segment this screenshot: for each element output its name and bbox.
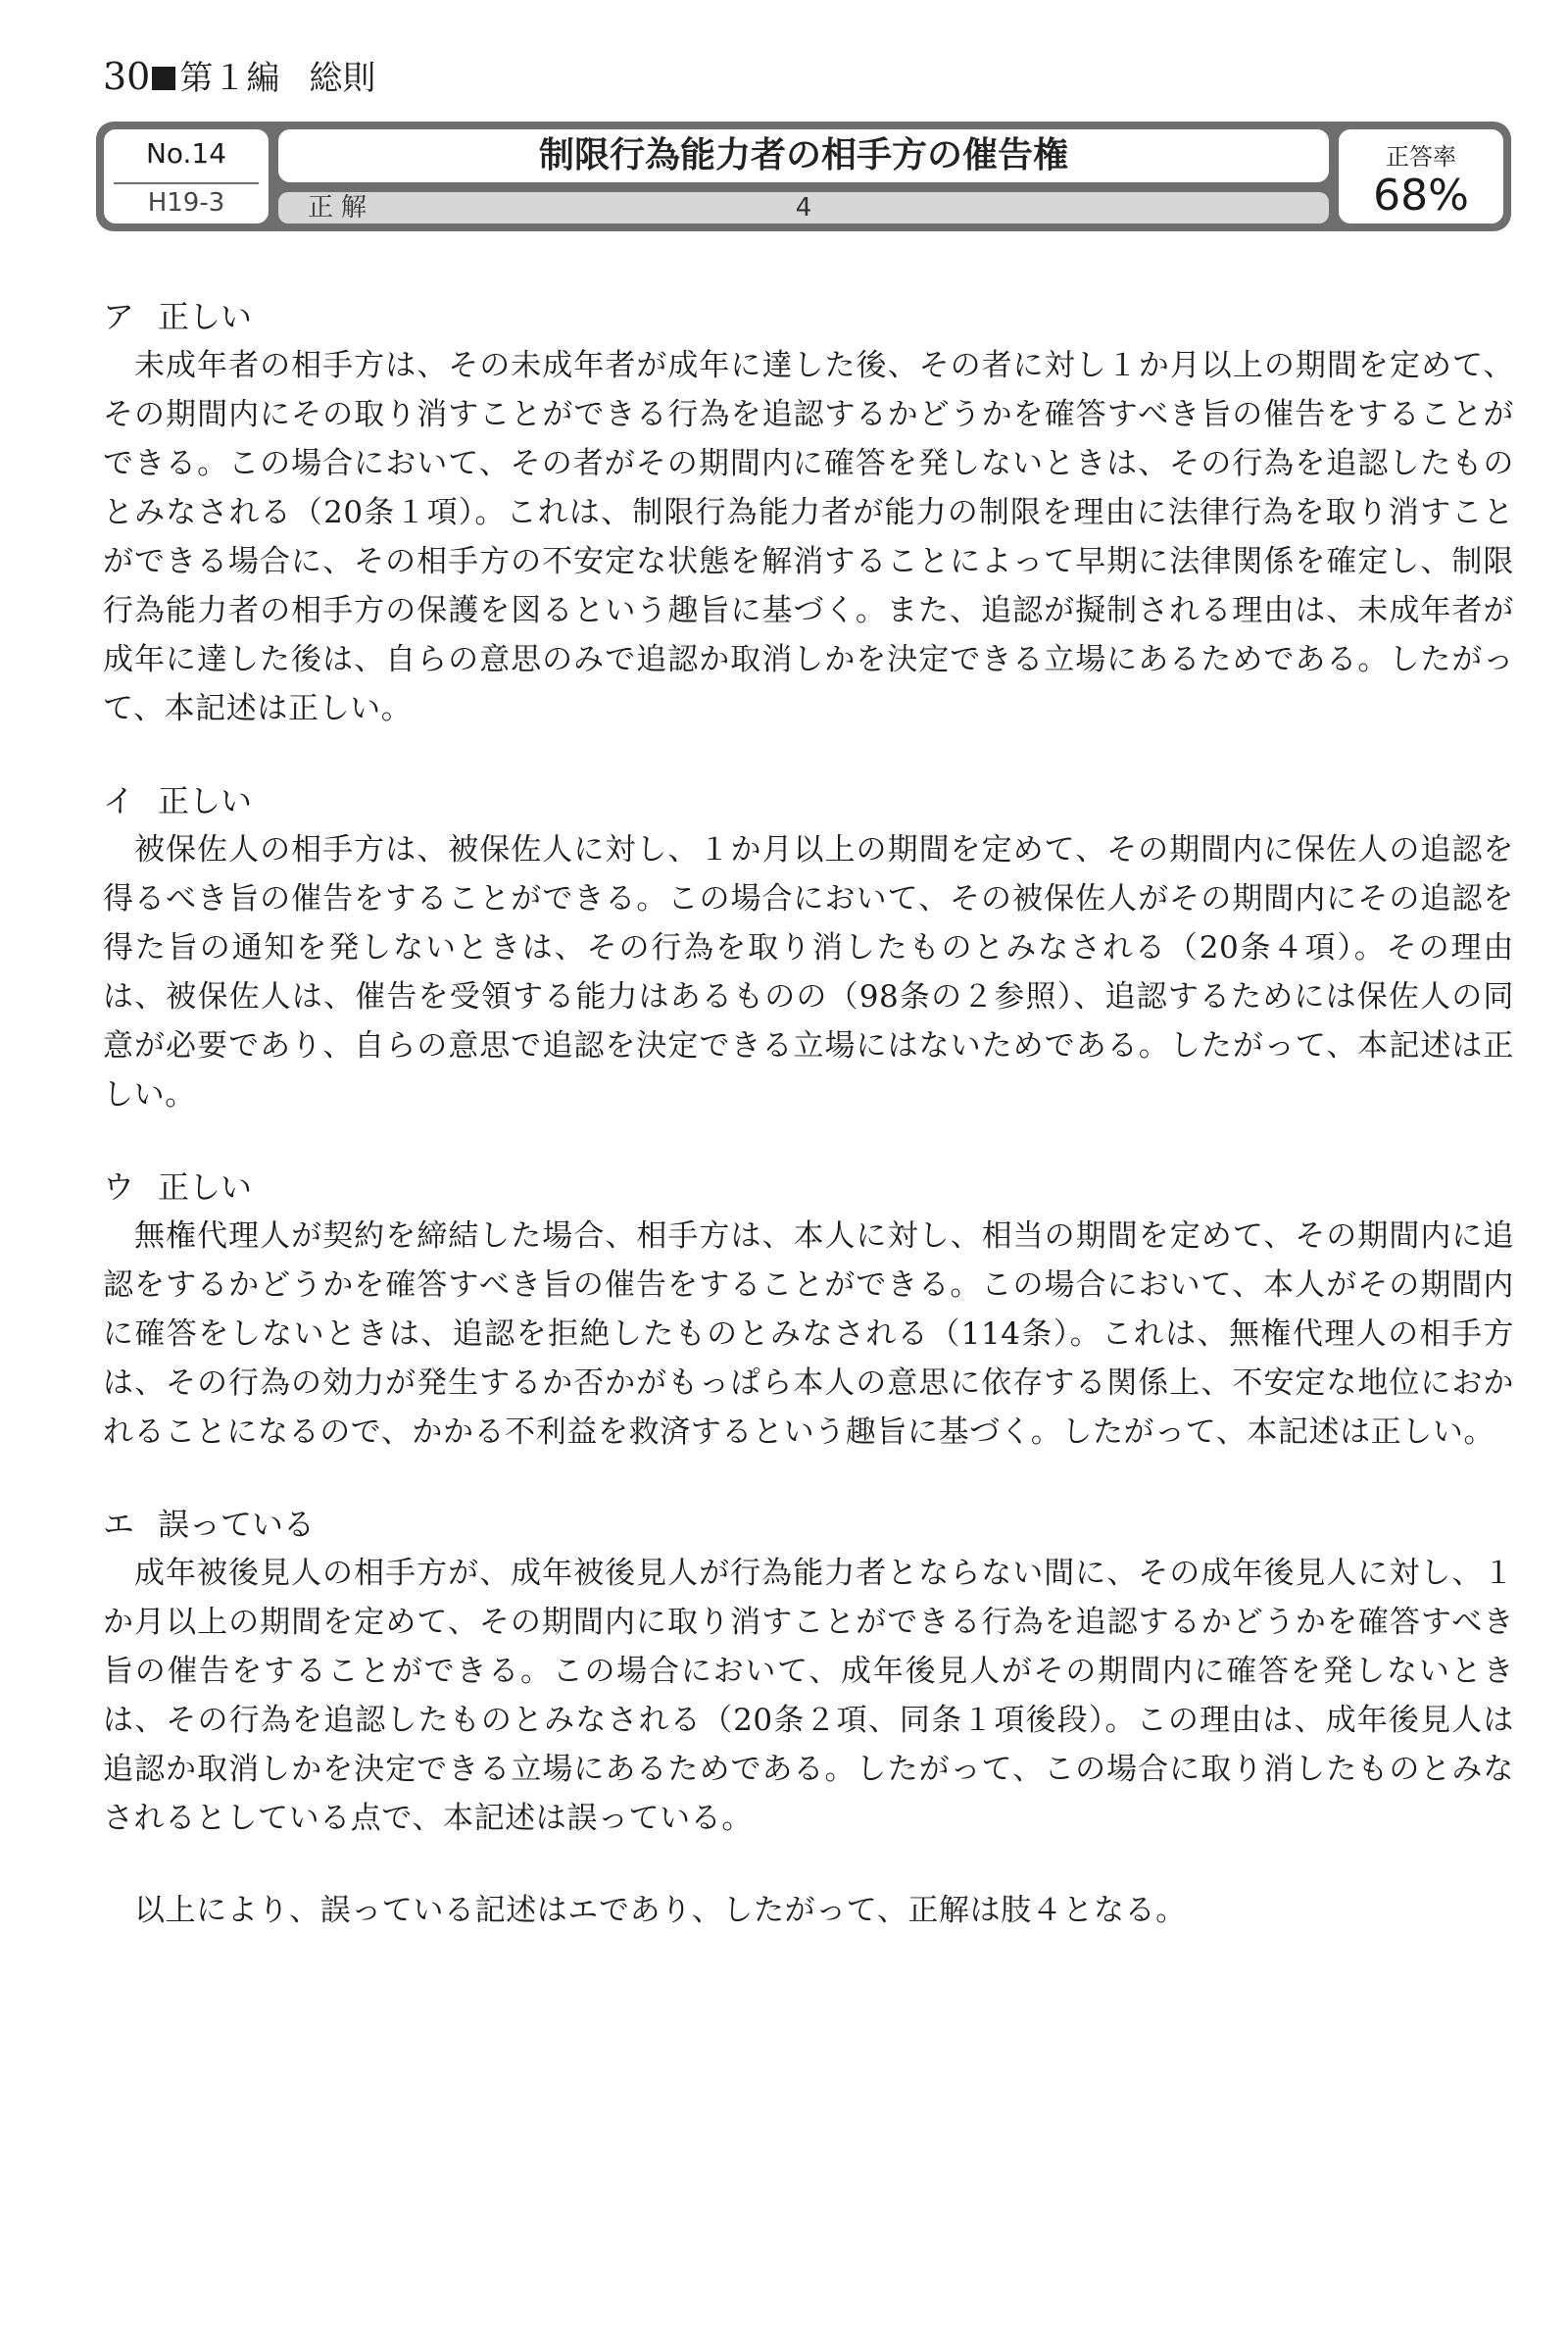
answer-value: 4	[795, 193, 812, 223]
conclusion: 以上により、誤っている記述はエであり、したがって、正解は肢４となる。	[134, 1893, 1187, 1928]
question-title: 制限行為能力者の相手方の催告権	[278, 129, 1329, 182]
section-a	[103, 292, 1514, 733]
section-heading	[103, 292, 1514, 341]
section-e	[103, 1500, 1514, 1843]
section-verdict: 正しい	[158, 298, 253, 335]
rate-label: 正答率	[1386, 143, 1456, 171]
section-text: 無権代理人が契約を締結した場合、相手方は、本人に対し、相当の期間を定めて、その期間内に追認をするかどうかを確答すべき旨の催告をすることができる。この場合において、本人がその期間内に確答をしないときは、追認を拒絶したものとみなされる（114条）。これは、無権代理人の相手方は、その行為の効力が発生するか否かがもっぱら本人の意思に依存する関係上、不安定な地位におかれることになるので、かかる不利益を救済するという趣旨に基づく。したがって、本記述は正しい。	[103, 1218, 1514, 1450]
question-id-box	[104, 129, 269, 223]
section-mark: ア	[103, 298, 135, 335]
answer-bar	[278, 192, 1329, 223]
square-bullet-icon	[152, 67, 175, 90]
section-mark: ウ	[103, 1168, 135, 1206]
section-text: 成年被後見人の相手方が、成年被後見人が行為能力者とならない間に、その成年後見人に対し、１か月以上の期間を定めて、その期間内に取り消すことができる行為を追認するかどうかを確答すべき旨の催告をすることができる。この場合において、成年後見人がその期間内に確答を発しないときは、その行為を追認したものとみなされる（20条２項、同条１項後段）。この理由は、成年後見人は追認か取消しかを決定できる立場にあるためである。したがって、この場合に取り消したものとみなされるとしている点で、本記述は誤っている。	[103, 1556, 1514, 1836]
section-heading	[103, 1163, 1514, 1212]
section-i	[103, 776, 1514, 1119]
section-text: 被保佐人の相手方は、被保佐人に対し、１か月以上の期間を定めて、その期間内に保佐人の追認を得るべき旨の催告をすることができる。この場合において、その被保佐人がその期間内にその追認を得た旨の通知を発しないときは、その行為を取り消したものとみなされる（20条４項）。その理由は、被保佐人は、催告を受領する能力はあるものの（98条の２参照）、追認するためには保佐人の同意が必要であり、自らの意思で追認を決定できる立場にはないためである。したがって、本記述は正しい。	[103, 832, 1514, 1113]
section-mark: エ	[103, 1506, 135, 1543]
divider	[114, 182, 259, 184]
answer-label: 正解	[308, 193, 375, 223]
question-code: H19-3	[147, 188, 225, 218]
page-number: 30	[103, 55, 151, 98]
correct-rate-box	[1339, 129, 1503, 223]
part-title: 総則	[309, 59, 376, 98]
section-verdict: 正しい	[158, 782, 253, 819]
section-mark: イ	[103, 782, 135, 819]
explanation-body	[103, 292, 1514, 1935]
section-verdict: 正しい	[158, 1168, 253, 1206]
section-text: 未成年者の相手方は、その未成年者が成年に達した後、その者に対し１か月以上の期間を定めて、その期間内にその取り消すことができる行為を追認するかどうかを確答すべき旨の催告をすることができる。この場合において、その者がその期間内に確答を発しないときは、その行為を追認したものとみなされる（20条１項）。これは、制限行為能力者が能力の制限を理由に法律行為を取り消すことができる場合に、その相手方の不安定な状態を解消することによって早期に法律関係を確定し、制限行為能力者の相手方の保護を図るという趣旨に基づく。また、追認が擬制される理由は、未成年者が成年に達した後は、自らの意思のみで追認か取消しかを決定できる立場にあるためである。したがって、本記述は正しい。	[103, 348, 1514, 726]
running-head	[103, 57, 375, 98]
section-heading	[103, 776, 1514, 825]
rate-value: 68%	[1373, 171, 1469, 221]
question-header	[96, 122, 1511, 231]
part-label: 第１編	[179, 59, 280, 98]
section-heading	[103, 1500, 1514, 1549]
section-verdict: 誤っている	[158, 1506, 316, 1543]
section-u	[103, 1163, 1514, 1457]
question-number: No.14	[145, 137, 227, 170]
